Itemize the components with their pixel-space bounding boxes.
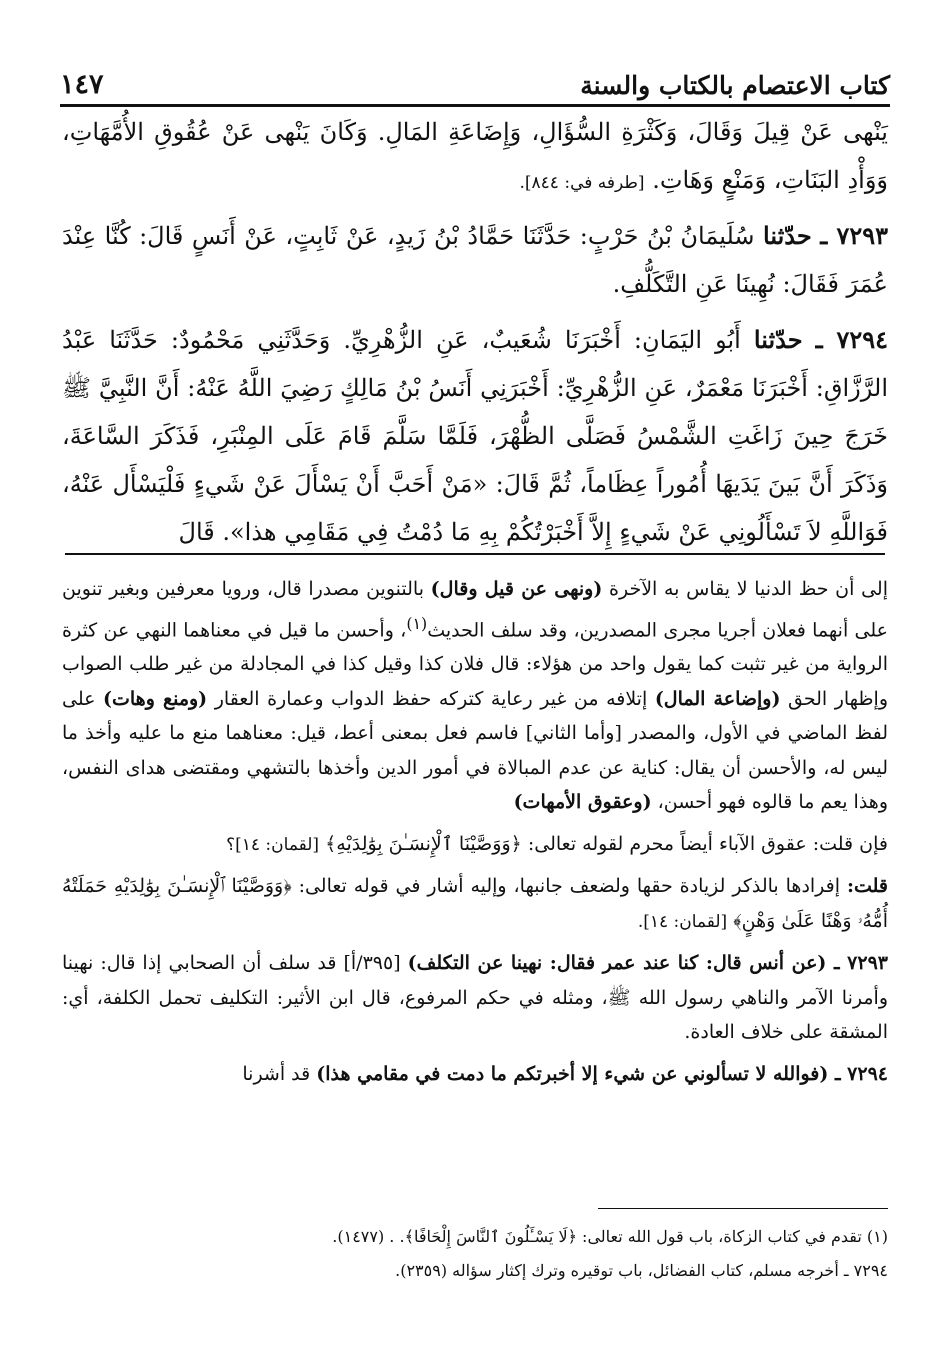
commentary-text: إتلافه من غير رعاية كتركه حفظ الدواب وعمارة العقار [214, 687, 648, 710]
commentary-paragraph [62, 572, 888, 820]
answer-label: قلت: [846, 875, 888, 898]
hadith-number: ٧٢٩٤ ـ [815, 325, 889, 354]
hadith-1-ref: [طرفه في: ٨٤٤]. [519, 173, 645, 193]
book-title: كتاب الاعتصام بالكتاب والسنة [580, 71, 890, 100]
footnote-text: (١) تقدم في كتاب الزكاة، باب قول الله تعالى: [582, 1227, 888, 1246]
commentary-text: إلى أن حظ الدنيا لا يقاس به الآخرة [609, 578, 888, 600]
hadith-number: ٧٢٩٣ ـ [820, 221, 888, 250]
footnote-divider [598, 1208, 888, 1209]
footnotes [62, 1220, 888, 1288]
footnote-1 [62, 1220, 888, 1254]
commentary-paragraph [62, 1057, 888, 1092]
commentary-paragraph [62, 946, 888, 1050]
footnote-2: ٧٢٩٤ ـ أخرجه مسلم، كتاب الفضائل، باب توقيره وترك إكثار سؤاله (٢٣٥٩). [395, 1261, 888, 1280]
commentary-lemma: (ومنع وهات) [103, 687, 208, 710]
commentary-paragraph [62, 869, 888, 939]
quran-quote: ﴿وَوَصَّيْنَا ٱلْإِنسَـٰنَ بِوَٰلِدَيْهِ﴾ [325, 832, 522, 855]
commentary-lemma: (ونهى عن قيل وقال) [430, 578, 603, 600]
commentary-text: فإن قلت: عقوق الآباء أيضاً محرم لقوله تعالى: [527, 832, 888, 855]
quran-quote: ﴿وَوَصَّيْنَا ٱلْإِنسَـٰنَ بِوَٰلِدَيْهِ حَمَلَتْهُ أُمُّهُۥ وَهْنًا عَلَىٰ وَهْنٍ﴾ [62, 875, 888, 932]
commentary-text: على لفظ الماضي في الأول، والمصدر [وأما الثاني] فاسم فعل بمعنى أعط، قيل: معناهما منع ما عليه وأخذ ما ليس له، والأحسن أن يقال: كناية عن عدم المبالاة في أمور الدين وأخذها بالتشهي ومقتضى هداى النفس، وهذا يعم ما قالوه فهو أحسن، [62, 687, 888, 814]
quran-quote: ﴿لَا يَسْـَٔلُونَ ٱلنَّاسَ إِلْحَافًا﴾ [404, 1227, 577, 1246]
hadith-7294 [62, 316, 888, 556]
hadith-7293 [62, 212, 888, 308]
page-header [60, 58, 890, 107]
haddathana-label: حدّثنا [763, 221, 812, 250]
quran-reference: [لقمان: ١٤]؟ [226, 834, 320, 855]
hadith-2-text: سُلَيمَانُ بْنُ حَرْبٍ: حَدَّثَنَا حَمَّادُ بْنُ زَيدٍ، عَنْ ثَابِتٍ، عَنْ أَنَسٍ قَالَ: كُنَّا عِنْدَ عُمَرَ فَقَالَ: نُهِينَا عَنِ التَّكَلُّفِ. [62, 222, 888, 298]
quran-reference: [لقمان: ١٤]. [637, 911, 728, 932]
text-commentary-divider [65, 553, 885, 555]
commentary-lemma: ٧٢٩٣ ـ (عن أنس قال: كنا عند عمر فقال: نهينا عن التكلف) [407, 952, 888, 975]
footnote-marker[interactable]: (١) [406, 613, 428, 633]
commentary-text: بالتنوين مصدرا قال، ورويا معرفين وبغير تنوين على أنهما فعلان أجريا مجرى المصدرين، وقد سلف الحديث [62, 578, 888, 641]
commentary-paragraph [62, 827, 888, 863]
commentary-lemma: (وعقوق الأمهات) [513, 791, 652, 814]
commentary-text: قد أشرنا [242, 1062, 311, 1085]
commentary-text: إفرادها بالذكر لزيادة حقها ولضعف جانبها، وإليه أشار في قوله تعالى: [298, 875, 841, 898]
commentary-text: ، وأحسن ما قيل في معناهما النهي عن كثرة الرواية من غير تثبت كما يقول واحد من هؤلاء: قال فلان كذا وقيل كذا في المجادلة من غير طلب الصواب وإظهار الحق [62, 618, 889, 710]
hadith-1-text: يَنْهى عَنْ قِيلَ وَقَالَ، وَكَثْرَةِ السُّؤَالِ، وَإِضَاعَةِ المَالِ. وَكَانَ يَنْهى عَنْ عُقُوقِ الأُمَّهَاتِ، وَوَأْدِ البَنَاتِ، وَمَنْعٍ وَهَاتِ. [62, 118, 888, 194]
commentary [62, 572, 888, 1098]
hadith-3-text: أَبُو اليَمَانِ: أَخْبَرَنَا شُعَيبٌ، عَنِ الزُّهْرِيِّ. وَحَدَّثَنِي مَحْمُودٌ: حَدَّثَنَا عَبْدُ الرَّزَّاقِ: أَخْبَرَنَا مَعْمَرٌ، عَنِ الزُّهْرِيِّ: أَخْبَرَنِي أَنَسُ بْنُ مَالِكٍ رَضِيَ اللَّهُ عَنْهُ: أَنَّ النَّبِيَّ ﷺ خَرَجَ حِينَ زَاغَتِ الشَّمْسُ فَصَلَّى الظُّهْرَ، فَلَمَّا سَلَّمَ قَامَ عَلَى المِنْبَرِ، فَذَكَرَ السَّاعَةَ، وَذَكَرَ أَنَّ بَينَ يَدَيهَا أُمُوراً عِظَاماً، ثُمَّ قَالَ: «مَنْ أَحَبَّ أَنْ يَسْأَلَ عَنْ شَيءٍ فَلْيَسْأَل عَنْهُ، فَوَاللَّهِ لاَ تَسْأَلُونِي عَنْ شَيءٍ إِلاَّ أَخْبَرْتُكُمْ بِهِ مَا دُمْتُ فِي مَقَامِي هذا». قَالَ [62, 326, 888, 546]
page-number: ١٤٧ [60, 69, 104, 100]
commentary-lemma: (وإضاعة المال) [654, 687, 781, 710]
hadith-text-continued [62, 108, 888, 207]
footnote-text: . . (١٤٧٧). [332, 1227, 405, 1246]
haddathana-label: حدّثنا [753, 325, 803, 354]
commentary-text: [٣٩٥/أ] قد سلف أن الصحابي إذا قال: نهينا وأمرنا الآمر والناهي رسول الله ﷺ، ومثله في حكم المرفوع، قال ابن الأثير: التكليف تحمل الكلفة، أي: المشقة على خلاف العادة. [62, 952, 888, 1044]
commentary-lemma: ٧٢٩٤ ـ (فوالله لا تسألوني عن شيء إلا أخبرتكم ما دمت في مقامي هذا) [316, 1062, 888, 1085]
